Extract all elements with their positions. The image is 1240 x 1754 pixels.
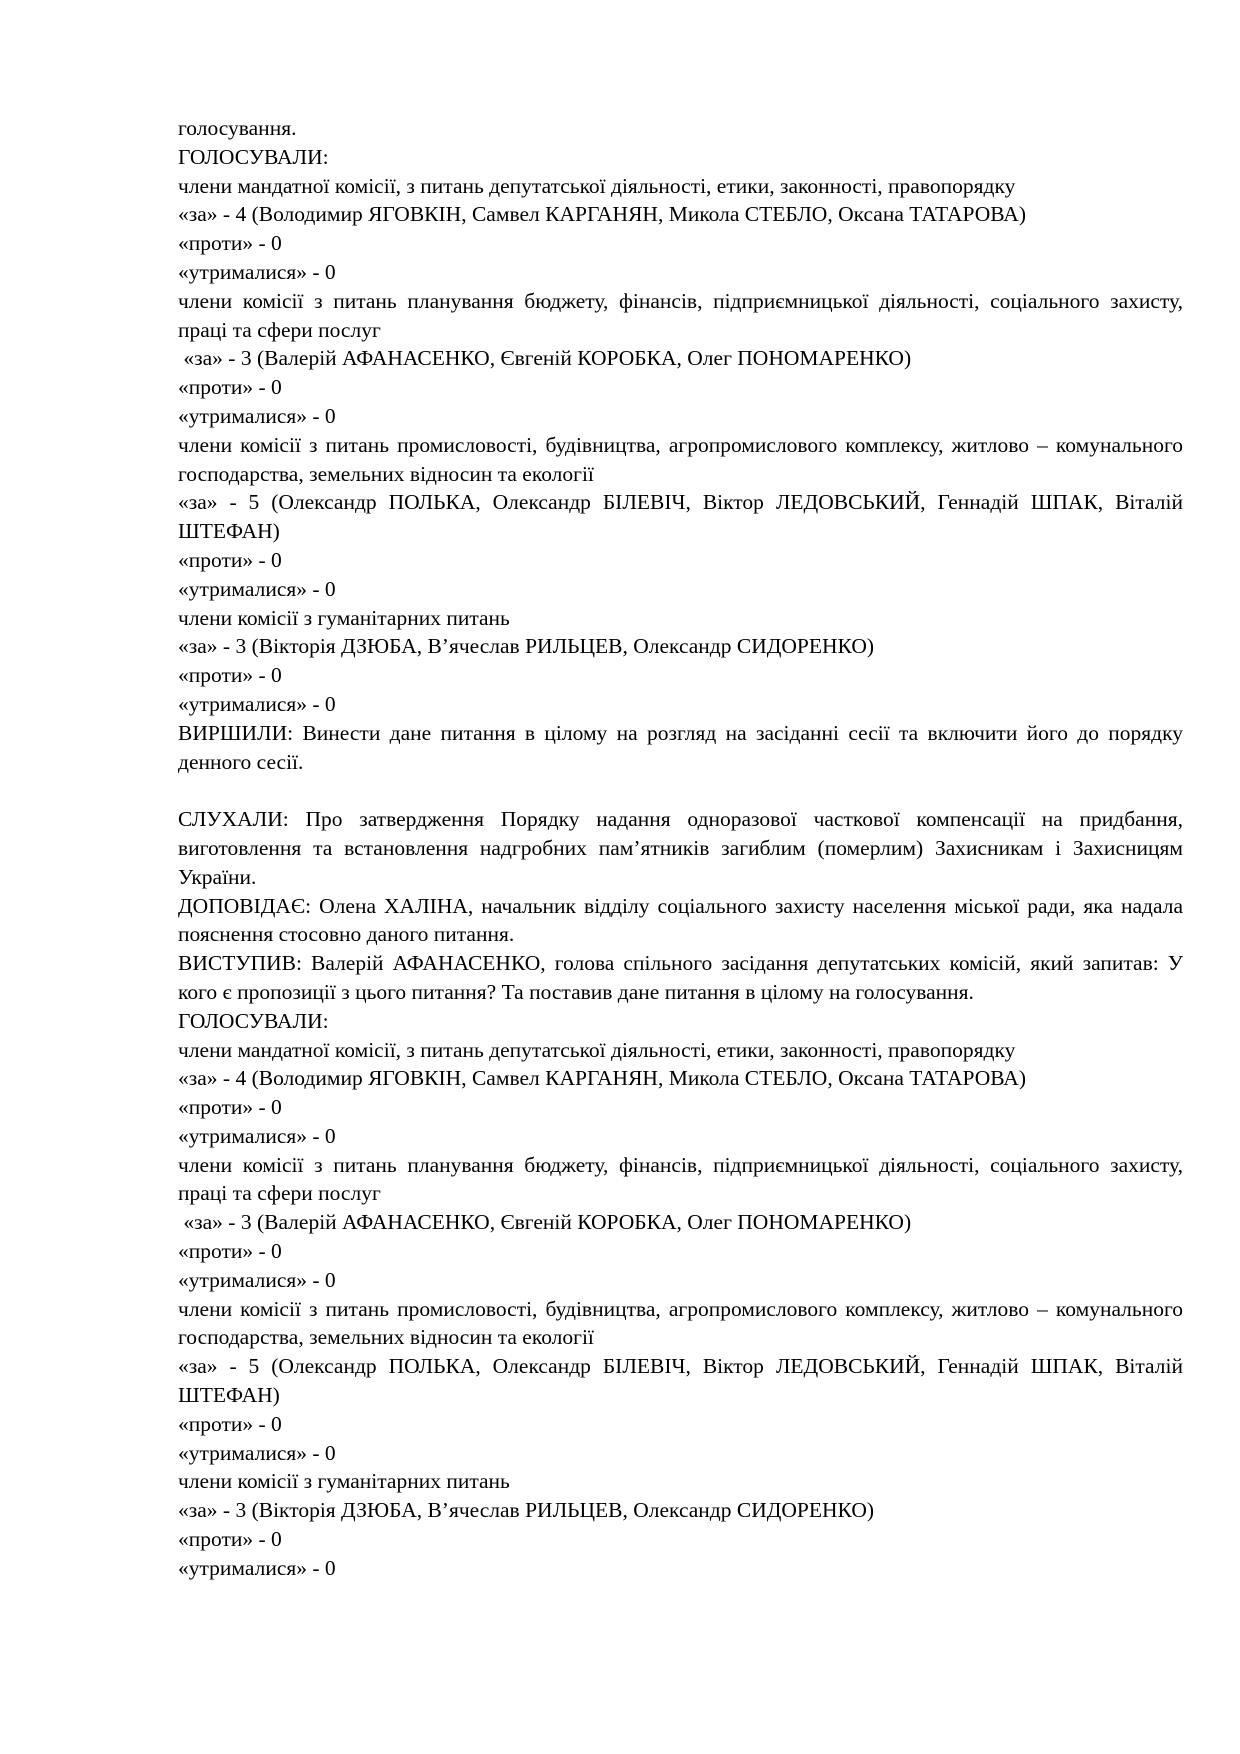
commission-industry-label: члени комісії з питань промисловості, будівництва, агропромислового комплексу, житлово – комунального господарства, земельних відносин та екології — [178, 1296, 1183, 1350]
heard-paragraph: СЛУХАЛИ: Про затвердження Порядку надання одноразової часткової компенсації на придбання, виготовлення та встановлення надгробних пам’ятників загиблим (померлим) Захисникам і Захисницям України. — [178, 807, 1183, 889]
commission-industry-label: члени комісії з питань промисловості, будівництва, агропромислового комплексу, житлово – комунального господарства, земельних відносин та екології — [178, 432, 1183, 486]
vote-against: «проти» - 0 — [178, 231, 282, 256]
vote-against: «проти» - 0 — [178, 1095, 282, 1120]
vote-abstained: «утрималися» - 0 — [178, 1440, 336, 1465]
voting-block-previous — [178, 114, 1183, 776]
vote-abstained: «утрималися» - 0 — [178, 691, 336, 716]
document-page — [178, 114, 1183, 1583]
speaker-paragraph: ДОПОВІДАЄ: Олена ХАЛІНА, начальник відділу соціального захисту населення міської ради, яка надала пояснення стосовно даного питання. — [178, 893, 1183, 947]
vote-against: «проти» - 0 — [178, 1239, 282, 1264]
vote-abstained: «утрималися» - 0 — [178, 403, 336, 428]
paragraph-gap — [178, 776, 1183, 805]
vote-for: «за» - 3 (Вікторія ДЗЮБА, В’ячеслав РИЛЬЦЕВ, Олександр СИДОРЕНКО) — [178, 634, 875, 659]
text-line: голосування. — [178, 116, 297, 140]
commission-mandate-label: члени мандатної комісії, з питань депутатської діяльності, етики, законності, правопорядку — [178, 1037, 1016, 1062]
commission-mandate-label: члени мандатної комісії, з питань депутатської діяльності, етики, законності, правопорядку — [178, 173, 1016, 198]
voting-heading: ГОЛОСУВАЛИ: — [178, 1008, 329, 1033]
decision-paragraph: ВИРШИЛИ: Винести дане питання в цілому на розгляд на засіданні сесії та включити його до порядку денного сесії. — [178, 720, 1183, 774]
vote-against: «проти» - 0 — [178, 1527, 282, 1552]
voting-heading: ГОЛОСУВАЛИ: — [178, 144, 329, 169]
commission-budget-label: члени комісії з питань планування бюджету, фінансів, підприємницької діяльності, соціального захисту, праці та сфери послуг — [178, 1152, 1183, 1206]
commission-humanitarian-label: члени комісії з гуманітарних питань — [178, 1469, 510, 1494]
vote-for: «за» - 3 (Валерій АФАНАСЕНКО, Євгеній КОРОБКА, Олег ПОНОМАРЕНКО) — [178, 346, 912, 371]
vote-for: «за» - 5 (Олександр ПОЛЬКА, Олександр БІЛЕВІЧ, Віктор ЛЕДОВСЬКИЙ, Геннадій ШПАК, Віталій ШТЕФАН) — [178, 490, 1183, 544]
statement-paragraph: ВИСТУПИВ: Валерій АФАНАСЕНКО, голова спільного засідання депутатських комісій, який запитав: У кого є пропозиції з цього питання? Та поставив дане питання в цілому на голосування. — [178, 951, 1183, 1004]
vote-for: «за» - 3 (Валерій АФАНАСЕНКО, Євгеній КОРОБКА, Олег ПОНОМАРЕНКО) — [178, 1210, 912, 1235]
vote-for: «за» - 3 (Вікторія ДЗЮБА, В’ячеслав РИЛЬЦЕВ, Олександр СИДОРЕНКО) — [178, 1498, 875, 1523]
vote-for: «за» - 4 (Володимир ЯГОВКІН, Самвел КАРГАНЯН, Микола СТЕБЛО, Оксана ТАТАРОВА) — [178, 202, 1026, 227]
vote-against: «проти» - 0 — [178, 375, 282, 400]
vote-abstained: «утрималися» - 0 — [178, 1123, 336, 1148]
vote-for: «за» - 4 (Володимир ЯГОВКІН, Самвел КАРГАНЯН, Микола СТЕБЛО, Оксана ТАТАРОВА) — [178, 1066, 1026, 1091]
vote-for: «за» - 5 (Олександр ПОЛЬКА, Олександр БІЛЕВІЧ, Віктор ЛЕДОВСЬКИЙ, Геннадій ШПАК, Віталій ШТЕФАН) — [178, 1354, 1183, 1408]
vote-abstained: «утрималися» - 0 — [178, 1267, 336, 1292]
vote-against: «проти» - 0 — [178, 1411, 282, 1436]
vote-abstained: «утрималися» - 0 — [178, 576, 336, 601]
vote-abstained: «утрималися» - 0 — [178, 1555, 336, 1580]
vote-abstained: «утрималися» - 0 — [178, 259, 336, 284]
vote-against: «проти» - 0 — [178, 547, 282, 572]
agenda-item-block — [178, 805, 1183, 1583]
commission-budget-label: члени комісії з питань планування бюджету, фінансів, підприємницької діяльності, соціального захисту, праці та сфери послуг — [178, 288, 1183, 342]
commission-humanitarian-label: члени комісії з гуманітарних питань — [178, 605, 510, 630]
vote-against: «проти» - 0 — [178, 663, 282, 688]
